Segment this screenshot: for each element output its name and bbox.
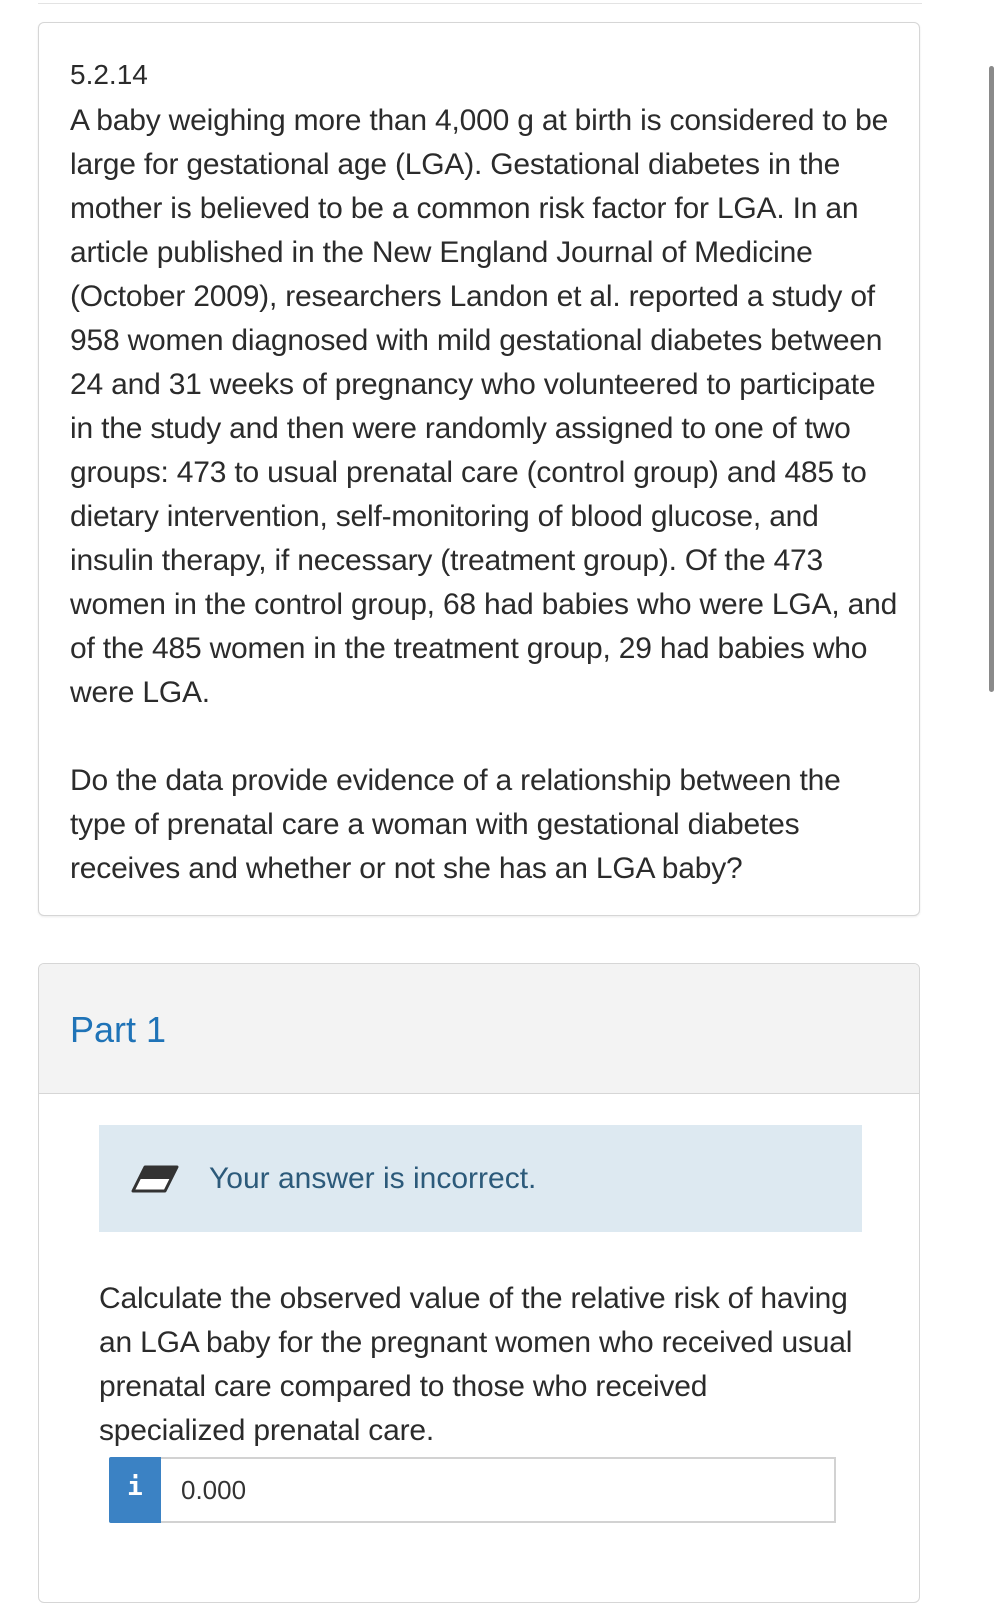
part-title: Part 1 — [70, 1009, 167, 1050]
feedback-text: Your answer is incorrect. — [209, 1162, 537, 1195]
question-text: A baby weighing more than 4,000 g at birth is considered to be large for gestational age (LGA). Gestational diabetes in the mother is believed to be a common risk factor for LGA. In an article published in the New England Journal of Medicine (October 2009), researchers Landon et al. reported a study of 958 women diagnosed with mild gestational diabetes between 24 and 31 weeks of pregnancy who volunteered to participate in the study and then were randomly assigned to one of two groups: 473 to usual prenatal care (control group) and 485 to dietary intervention, self-monitoring of blood glucose, and insulin therapy, if necessary (treatment group). Of the 473 women in the control group, 68 had babies who were LGA, and of the 485 women in the treatment group, 29 had babies who were LGA. — [70, 104, 898, 709]
answer-row — [109, 1457, 836, 1523]
question-card — [38, 22, 920, 916]
part-card — [38, 963, 920, 1603]
question-number: 5.2.14 — [70, 59, 148, 90]
answer-input[interactable] — [161, 1457, 836, 1523]
question-prompt: Do the data provide evidence of a relationship between the type of prenatal care a woman with gestational diabetes receives and whether or not she has an LGA baby? — [70, 764, 841, 885]
instruction-text: Calculate the observed value of the relative risk of having an LGA baby for the pregnant women who received usual prenatal care compared to those who received specialized prenatal care. — [99, 1282, 853, 1447]
scrollbar-thumb[interactable] — [989, 66, 994, 692]
info-icon[interactable]: i — [109, 1457, 161, 1523]
top-divider — [38, 3, 922, 4]
feedback-box — [99, 1125, 862, 1232]
part-header — [39, 964, 919, 1094]
eraser-icon — [131, 1163, 179, 1195]
